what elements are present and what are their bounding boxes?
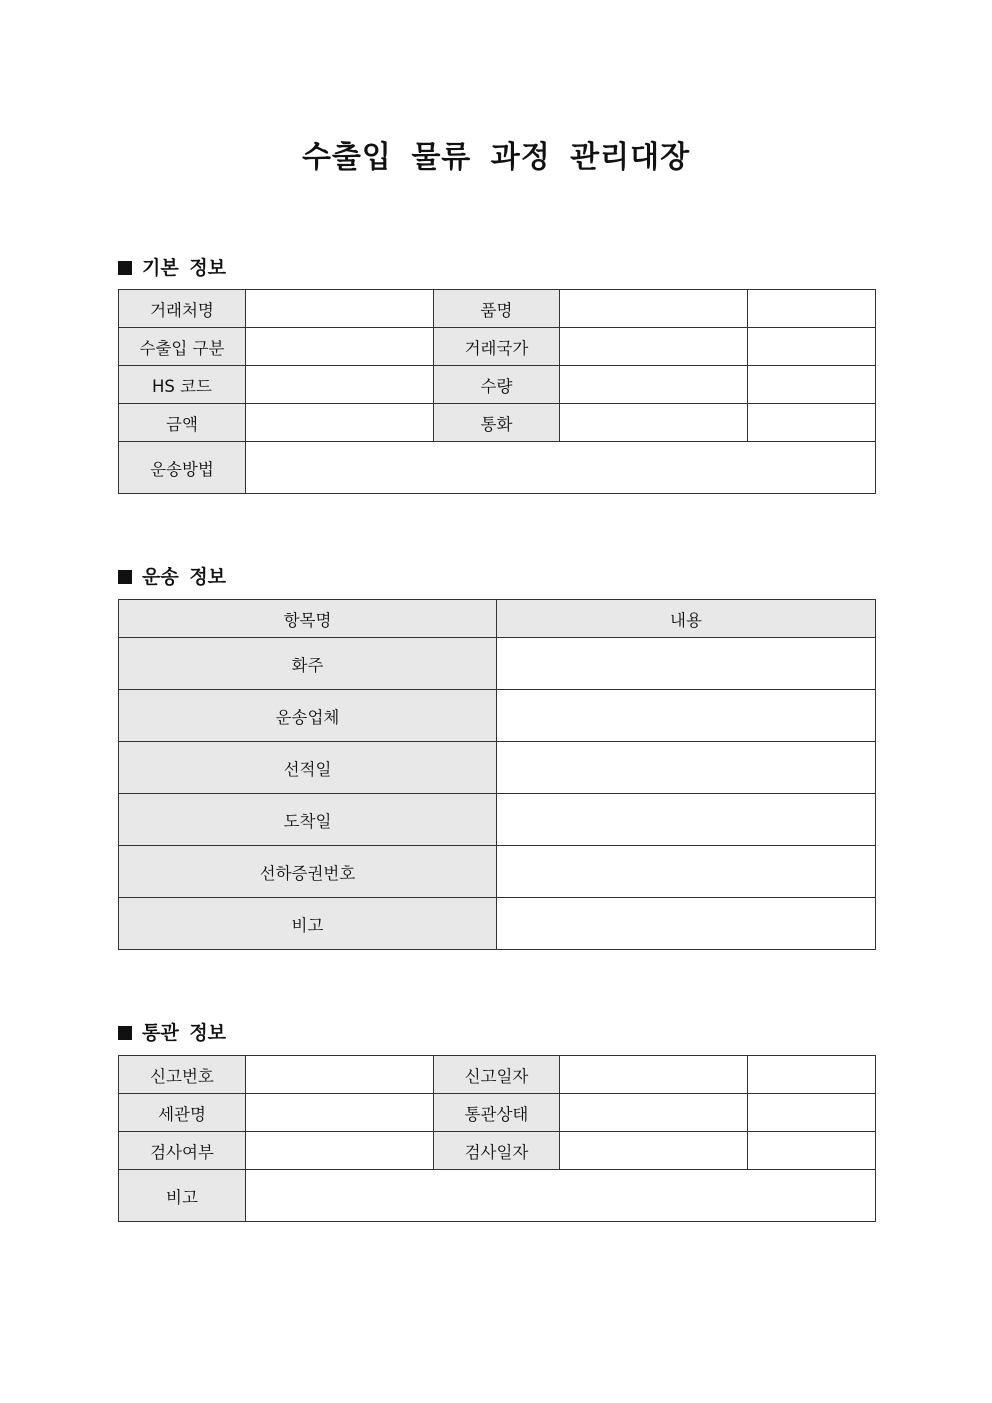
table-row	[119, 1132, 876, 1170]
field-label: HS 코드	[119, 366, 246, 404]
table-row	[119, 1170, 876, 1222]
field-label: 신고일자	[434, 1056, 560, 1094]
declaration-number-field[interactable]	[246, 1056, 434, 1094]
customs-info-table	[118, 1055, 876, 1222]
carrier-field[interactable]	[497, 690, 876, 742]
page-title: 수출입 물류 과정 관리대장	[301, 140, 691, 175]
currency-field[interactable]	[560, 404, 748, 442]
extra-field[interactable]	[748, 1056, 876, 1094]
client-name-field[interactable]	[246, 290, 434, 328]
customs-remark-field[interactable]	[246, 1170, 876, 1222]
inspection-flag-field[interactable]	[246, 1132, 434, 1170]
field-label: 수출입 구분	[119, 328, 246, 366]
field-label: 비고	[119, 1170, 246, 1222]
field-label: 거래국가	[434, 328, 560, 366]
product-name-field[interactable]	[560, 290, 748, 328]
trade-type-field[interactable]	[246, 328, 434, 366]
field-label: 신고번호	[119, 1056, 246, 1094]
section-heading-basic	[118, 253, 226, 280]
table-row	[119, 690, 876, 742]
field-label: 세관명	[119, 1094, 246, 1132]
field-label: 금액	[119, 404, 246, 442]
shipper-field[interactable]	[497, 638, 876, 690]
table-row	[119, 442, 876, 494]
field-label: 통관상태	[434, 1094, 560, 1132]
table-row	[119, 404, 876, 442]
section-heading-customs	[118, 1018, 226, 1045]
table-row	[119, 638, 876, 690]
customs-office-field[interactable]	[246, 1094, 434, 1132]
quantity-field[interactable]	[560, 366, 748, 404]
section-heading-text: 운송 정보	[142, 566, 227, 588]
table-row	[119, 794, 876, 846]
extra-field[interactable]	[748, 1132, 876, 1170]
table-row	[119, 1056, 876, 1094]
field-label: 수량	[434, 366, 560, 404]
table-row	[119, 898, 876, 950]
square-bullet-icon	[118, 570, 132, 584]
section-heading-text: 통관 정보	[142, 1022, 227, 1044]
trade-country-field[interactable]	[560, 328, 748, 366]
clearance-status-field[interactable]	[560, 1094, 748, 1132]
table-row	[119, 742, 876, 794]
field-label: 검사여부	[119, 1132, 246, 1170]
square-bullet-icon	[118, 261, 132, 275]
section-heading-transport	[118, 562, 226, 589]
bill-of-lading-field[interactable]	[497, 846, 876, 898]
field-label: 거래처명	[119, 290, 246, 328]
item-label: 비고	[119, 898, 497, 950]
extra-field[interactable]	[748, 290, 876, 328]
table-row	[119, 366, 876, 404]
shipping-date-field[interactable]	[497, 742, 876, 794]
table-row	[119, 1094, 876, 1132]
inspection-date-field[interactable]	[560, 1132, 748, 1170]
extra-field[interactable]	[748, 328, 876, 366]
field-label: 통화	[434, 404, 560, 442]
square-bullet-icon	[118, 1026, 132, 1040]
item-label: 선적일	[119, 742, 497, 794]
arrival-date-field[interactable]	[497, 794, 876, 846]
transport-info-table	[118, 599, 876, 950]
extra-field[interactable]	[748, 1094, 876, 1132]
hs-code-field[interactable]	[246, 366, 434, 404]
field-label: 검사일자	[434, 1132, 560, 1170]
extra-field[interactable]	[748, 404, 876, 442]
table-row	[119, 846, 876, 898]
table-header-row	[119, 600, 876, 638]
field-label: 운송방법	[119, 442, 246, 494]
item-label: 화주	[119, 638, 497, 690]
table-row	[119, 290, 876, 328]
transport-method-field[interactable]	[246, 442, 876, 494]
item-label: 도착일	[119, 794, 497, 846]
declaration-date-field[interactable]	[560, 1056, 748, 1094]
item-label: 운송업체	[119, 690, 497, 742]
column-header-content: 내용	[497, 600, 876, 638]
transport-remark-field[interactable]	[497, 898, 876, 950]
field-label: 품명	[434, 290, 560, 328]
extra-field[interactable]	[748, 366, 876, 404]
column-header-item: 항목명	[119, 600, 497, 638]
amount-field[interactable]	[246, 404, 434, 442]
table-row	[119, 328, 876, 366]
item-label: 선하증권번호	[119, 846, 497, 898]
basic-info-table	[118, 289, 876, 494]
section-heading-text: 기본 정보	[142, 257, 227, 279]
